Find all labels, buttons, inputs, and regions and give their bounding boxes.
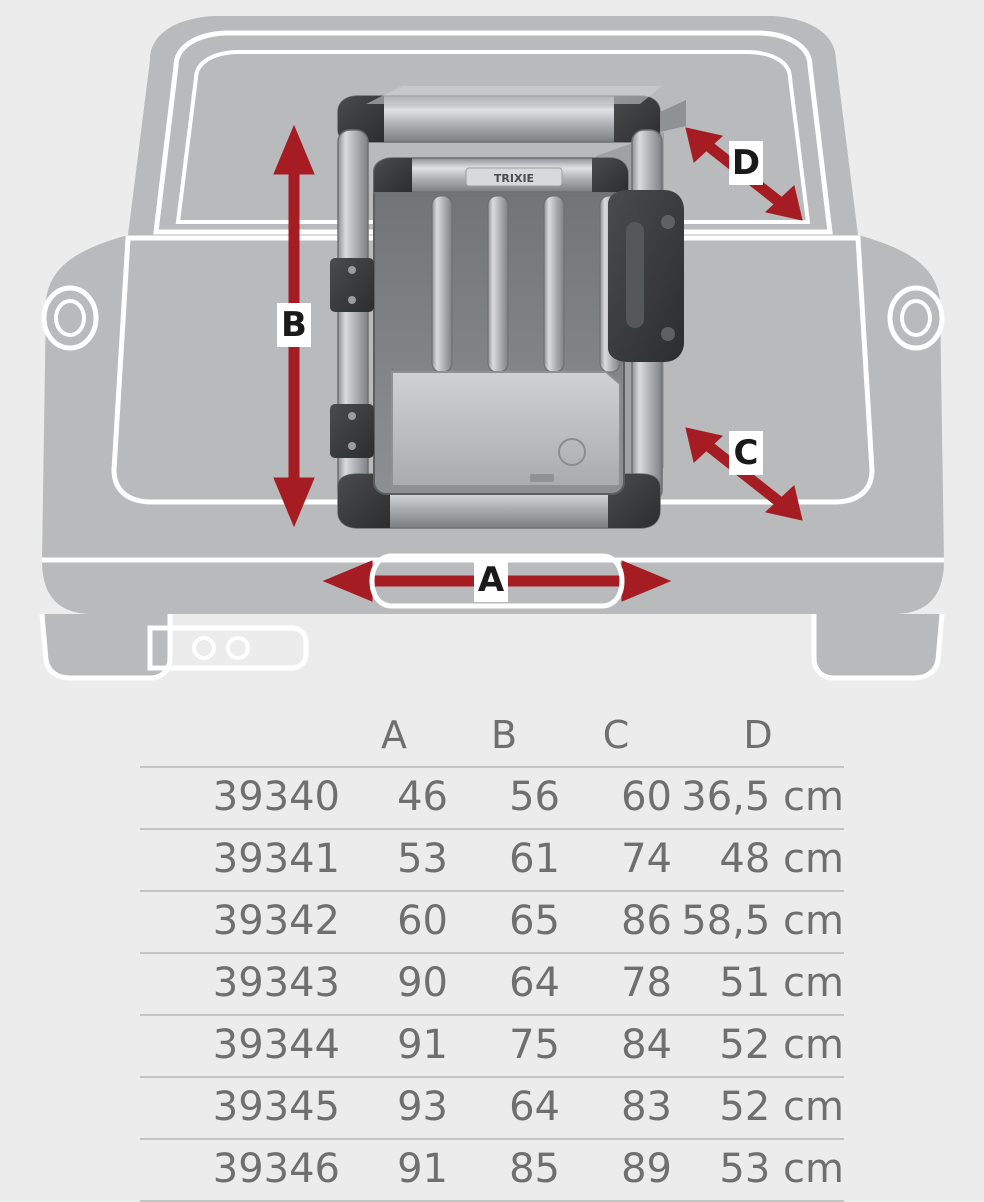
cell-b: 75 <box>448 1015 560 1077</box>
hinge-bottom-screw-1 <box>348 412 356 420</box>
table-header-row <box>140 712 844 767</box>
door-top-right-cap <box>592 158 628 192</box>
hinge-top-screw-2 <box>348 296 356 304</box>
cell-c: 86 <box>560 891 672 953</box>
cell-b: 56 <box>448 767 560 829</box>
table-row <box>140 767 844 829</box>
cell-c: 89 <box>560 1139 672 1201</box>
cell-b: 64 <box>448 953 560 1015</box>
cell-b: 65 <box>448 891 560 953</box>
door-bar-1 <box>432 196 452 372</box>
box-top-perspective <box>366 86 662 104</box>
cell-d: 53 cm <box>672 1139 844 1201</box>
table-head <box>140 712 844 767</box>
cell-a: 91 <box>340 1139 448 1201</box>
hinge-bottom-screw-2 <box>348 442 356 450</box>
door-bar-3 <box>544 196 564 372</box>
cell-d: 52 cm <box>672 1015 844 1077</box>
cell-a: 91 <box>340 1015 448 1077</box>
cell-d: 52 cm <box>672 1077 844 1139</box>
cell-c: 84 <box>560 1015 672 1077</box>
dimension-label-c: C <box>729 431 763 475</box>
dimensions-table-wrap <box>140 712 844 1202</box>
cell-a: 53 <box>340 829 448 891</box>
cell-a: 90 <box>340 953 448 1015</box>
table-row <box>140 891 844 953</box>
dimensions-table <box>140 712 844 1202</box>
door-lower-panel <box>392 372 620 486</box>
cell-b: 85 <box>448 1139 560 1201</box>
cell-d: 48 cm <box>672 829 844 891</box>
dimension-label-a: A <box>474 558 508 602</box>
cell-c: 83 <box>560 1077 672 1139</box>
cell-a: 60 <box>340 891 448 953</box>
cell-code: 39344 <box>140 1015 340 1077</box>
door-bar-2 <box>488 196 508 372</box>
dimension-label-b: B <box>277 303 311 347</box>
cell-code: 39341 <box>140 829 340 891</box>
cell-c: 78 <box>560 953 672 1015</box>
cell-c: 74 <box>560 829 672 891</box>
cell-c: 60 <box>560 767 672 829</box>
cell-b: 64 <box>448 1077 560 1139</box>
dimension-label-d: D <box>729 141 763 185</box>
cell-b: 61 <box>448 829 560 891</box>
table-row <box>140 953 844 1015</box>
cell-a: 93 <box>340 1077 448 1139</box>
col-header-d: D <box>672 712 844 767</box>
latch-screw-bottom <box>661 327 675 341</box>
table-row <box>140 1015 844 1077</box>
brand-text: TRIXIE <box>493 172 535 185</box>
col-header-c: C <box>560 712 672 767</box>
table-row <box>140 1077 844 1139</box>
col-header-b: B <box>448 712 560 767</box>
cell-a: 46 <box>340 767 448 829</box>
cell-code: 39342 <box>140 891 340 953</box>
table-body <box>140 767 844 1201</box>
col-header-code <box>140 712 340 767</box>
cell-code: 39343 <box>140 953 340 1015</box>
cell-code: 39340 <box>140 767 340 829</box>
hinge-top-screw-1 <box>348 266 356 274</box>
cell-d: 36,5 cm <box>672 767 844 829</box>
latch-grip <box>626 222 644 328</box>
table-row <box>140 1139 844 1201</box>
door-top-left-cap <box>374 158 412 192</box>
cell-d: 51 cm <box>672 953 844 1015</box>
door-lower-vent <box>530 474 554 482</box>
col-header-a: A <box>340 712 448 767</box>
cell-d: 58,5 cm <box>672 891 844 953</box>
table-row <box>140 829 844 891</box>
latch-screw-top <box>661 215 675 229</box>
cell-code: 39345 <box>140 1077 340 1139</box>
bumper-right <box>814 614 942 678</box>
cell-code: 39346 <box>140 1139 340 1201</box>
